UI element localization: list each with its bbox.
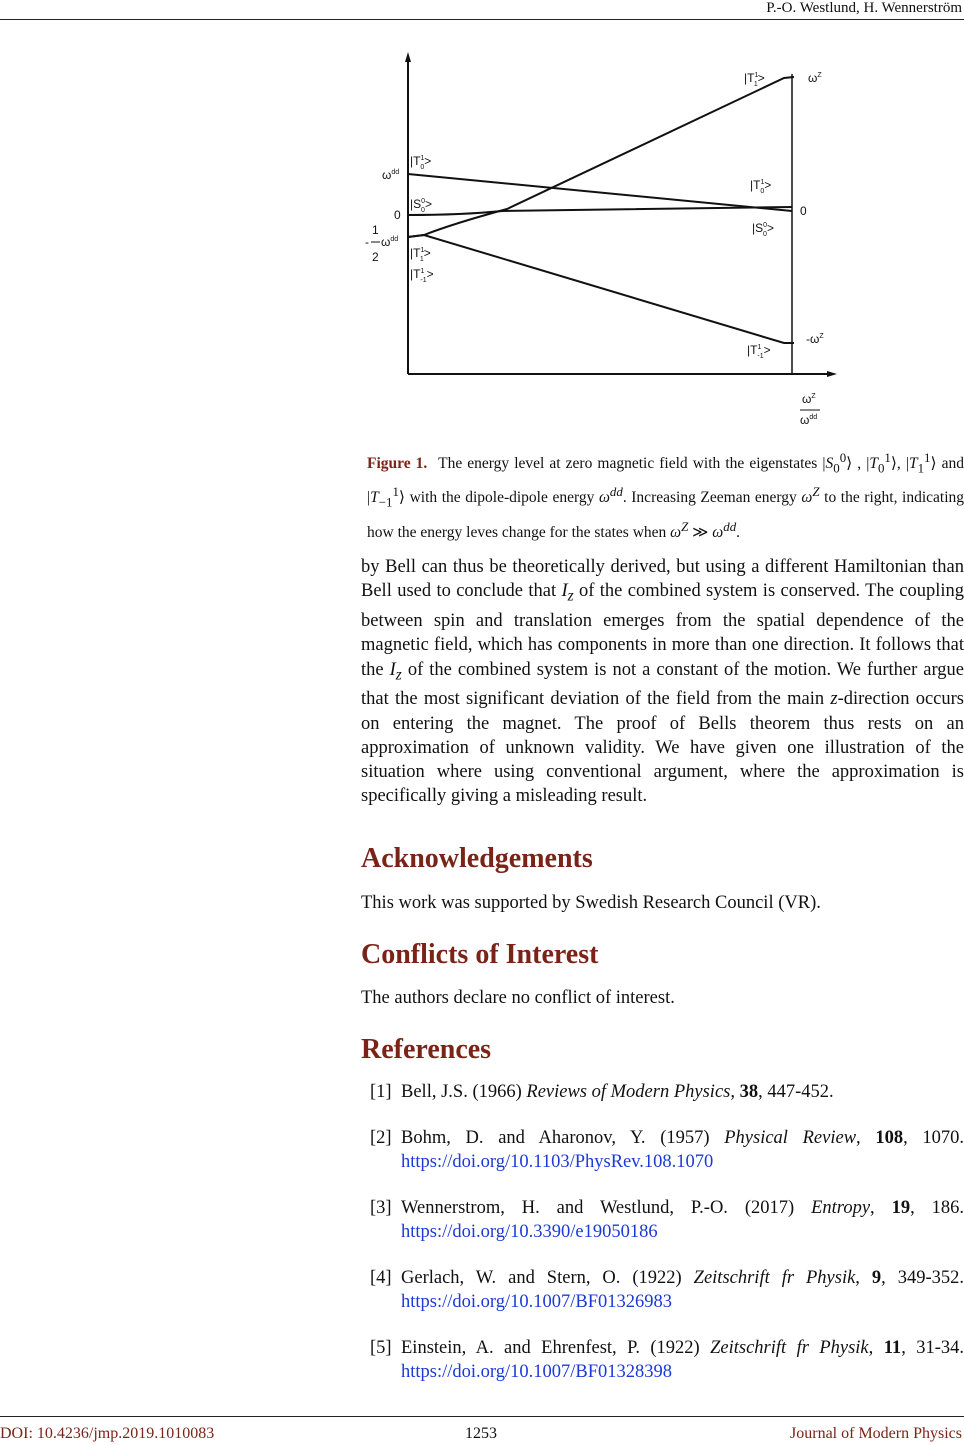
label-tm1-left: $|T^1$ -1>: [410, 267, 434, 284]
reference-journal: Zeitschrift fr Physik: [710, 1338, 869, 1358]
body-text-c: of the combined system is not a constant of the motion. We further argue that the most significant deviation of the field from the main: [361, 659, 964, 710]
reference-authors: Wennerstrom, H. and Westlund, P.-O. (2017): [401, 1198, 795, 1218]
label-s0-right: $|S^0$ 0>: [752, 221, 774, 238]
reference-link[interactable]: https://doi.org/10.1007/BF01326983: [401, 1292, 673, 1312]
label-half-numerator: 1: [372, 223, 379, 237]
reference-number: [4]: [370, 1268, 392, 1288]
caption-text-2: with the dipole-dipole energy: [409, 489, 595, 507]
label-zero-left: 0: [394, 208, 401, 222]
running-head: [0, 0, 964, 20]
body-text-b: of the combined system is conserved. The coupling between spin and translation emerges from the spatial dependence of the magnetic field, which has components in more than one direction. It follows that the: [361, 581, 964, 680]
references-title: References: [361, 1034, 492, 1065]
reference-pages: , 1070.: [903, 1128, 964, 1148]
reference-item: [4] Gerlach, W. and Stern, O. (1922) Zeitschrift fr Physik, 9, 349-352. https://doi.org/10.1007/BF01326983: [370, 1268, 964, 1312]
s0-level-line: [408, 207, 792, 215]
label-ratio-numerator: $\omega^Z$: [802, 392, 816, 406]
label-omega-z-top: $\omega^Z$: [808, 71, 822, 85]
label-s0-left: $|S^0$ 0>: [410, 197, 432, 214]
reference-item: [3] Wennerstrom, H. and Westlund, P.-O. (2017) Entropy, 19, 186. https://doi.org/10.3390/e19050186: [370, 1198, 964, 1242]
energy-level-figure: [362, 44, 842, 438]
label-tm1-right: $|T^1$ -1>: [747, 343, 771, 360]
label-minus-omega-z: $-\omega^Z$: [806, 332, 824, 346]
reference-number: [1]: [370, 1082, 392, 1102]
tm1-level-line: [408, 235, 794, 343]
reference-item: [5] Einstein, A. and Ehrenfest, P. (1922) Zeitschrift fr Physik, 11, 31-34. https://doi.org/10.1007/BF01328398: [370, 1338, 964, 1382]
reference-volume: 108: [875, 1128, 904, 1148]
figure-caption-label: Figure 1.: [367, 455, 428, 473]
reference-volume: 11: [883, 1338, 902, 1358]
z-symbol: z: [830, 689, 838, 710]
y-axis-arrow: [405, 52, 411, 62]
header-authors: P.-O. Westlund, H. Wennerström: [766, 0, 962, 16]
reference-authors: Gerlach, W. and Stern, O. (1922): [401, 1268, 682, 1288]
reference-journal: Physical Review: [724, 1128, 857, 1148]
reference-volume: 38: [739, 1082, 759, 1102]
reference-item: [2] Bohm, D. and Aharonov, Y. (1957) Physical Review, 108, 1070. https://doi.org/10.1103/PhysRev.108.1070: [370, 1128, 964, 1172]
reference-link[interactable]: https://doi.org/10.1007/BF01328398: [401, 1362, 673, 1382]
label-ratio-denominator: $\omega^{dd}$: [800, 413, 818, 427]
footer-journal: Journal of Modern Physics: [790, 1425, 962, 1442]
label-t1-top: $|T^1$ 1>: [744, 71, 765, 88]
reference-authors: Einstein, A. and Ehrenfest, P. (1922): [401, 1338, 700, 1358]
footer-doi: DOI: 10.4236/jmp.2019.1010083: [0, 1425, 215, 1442]
label-half-denominator: 2: [372, 250, 379, 264]
reference-number: [2]: [370, 1128, 392, 1148]
reference-number: [3]: [370, 1198, 392, 1218]
iz-sub: z: [567, 587, 574, 605]
reference-pages: , 349-352.: [881, 1268, 964, 1288]
conflicts-text: The authors declare no conflict of interest.: [361, 988, 675, 1008]
iz-sub-2: z: [395, 666, 402, 684]
reference-authors: Bell, J.S. (1966): [401, 1082, 522, 1102]
reference-pages: , 447-452.: [758, 1082, 834, 1102]
label-omega-dd-half: $\omega^{dd}$: [381, 235, 399, 249]
label-t0-right: $|T^1$ 0>: [750, 178, 772, 195]
caption-and: and: [941, 455, 964, 473]
caption-text-3: . Increasing Zeeman energy: [622, 489, 797, 507]
energy-level-diagram: [362, 44, 842, 438]
reference-journal: Reviews of Modern Physics: [526, 1082, 731, 1102]
reference-authors: Bohm, D. and Aharonov, Y. (1957): [401, 1128, 710, 1148]
reference-number: [5]: [370, 1338, 392, 1358]
footer-page-number: 1253: [465, 1425, 497, 1442]
reference-link[interactable]: https://doi.org/10.3390/e19050186: [401, 1222, 658, 1242]
caption-text-4: to the right, indicating how the energy leves change for the states when: [367, 489, 964, 541]
label-t0-left: $|T^1$ 0>: [410, 154, 432, 171]
x-axis-arrow: [827, 371, 837, 377]
page-footer: [0, 1416, 964, 1445]
label-t1-left: $|T^1$ 1>: [410, 246, 431, 263]
caption-text-1: The energy level at zero magnetic field with the eigenstates: [438, 455, 818, 473]
label-omega-dd-left: $\omega^{dd}$: [382, 168, 400, 182]
reference-volume: 19: [891, 1198, 911, 1218]
t0-level-line: [408, 174, 792, 211]
conflicts-title: Conflicts of Interest: [361, 939, 599, 970]
label-zero-right: 0: [800, 204, 807, 218]
body-paragraph: [361, 555, 964, 808]
reference-journal: Entropy: [811, 1198, 871, 1218]
reference-item: [1] Bell, J.S. (1966) Reviews of Modern Physics, 38, 447-452.: [370, 1082, 834, 1102]
body-text-a: by Bell can thus be theoretically derived, but using a different Hamiltonian than Bell used to conclude that: [361, 557, 964, 602]
reference-volume: 9: [871, 1268, 882, 1288]
reference-pages: , 31-34.: [901, 1338, 964, 1358]
reference-journal: Zeitschrift fr Physik: [693, 1268, 856, 1288]
reference-link[interactable]: https://doi.org/10.1103/PhysRev.108.1070: [401, 1152, 714, 1172]
iz-symbol: I: [561, 581, 568, 602]
label-minus-sign: -: [365, 235, 369, 249]
iz-symbol-2: I: [389, 659, 396, 680]
figure-caption: Figure 1. The energy level at zero magnetic field with the eigenstates $|S_0^0⟩$ , $|T_0^1⟩$, $|T_1^1⟩$ and $|T_{-1}^1⟩$ with the dipole-dipole energy $\omega^{dd}$. Increasing Zeeman energy $\omega^Z$ to the right, indicating how the energy leves change for the states when $\omega^Z$ ≫ $\omega^{dd}$.: [367, 450, 964, 541]
acknowledgements-title: Acknowledgements: [361, 843, 593, 874]
body-text-d: -direction occurs on entering the magnet. The proof of Bells theorem thus rests on an approximation of unknown validity. We have given one illustration of the situation where using conventional argument, where the approximation is specifically giving a misleading result.: [361, 689, 964, 807]
reference-list: [361, 1080, 964, 1406]
acknowledgements-text: This work was supported by Swedish Research Council (VR).: [361, 893, 821, 913]
reference-pages: , 186.: [910, 1198, 964, 1218]
